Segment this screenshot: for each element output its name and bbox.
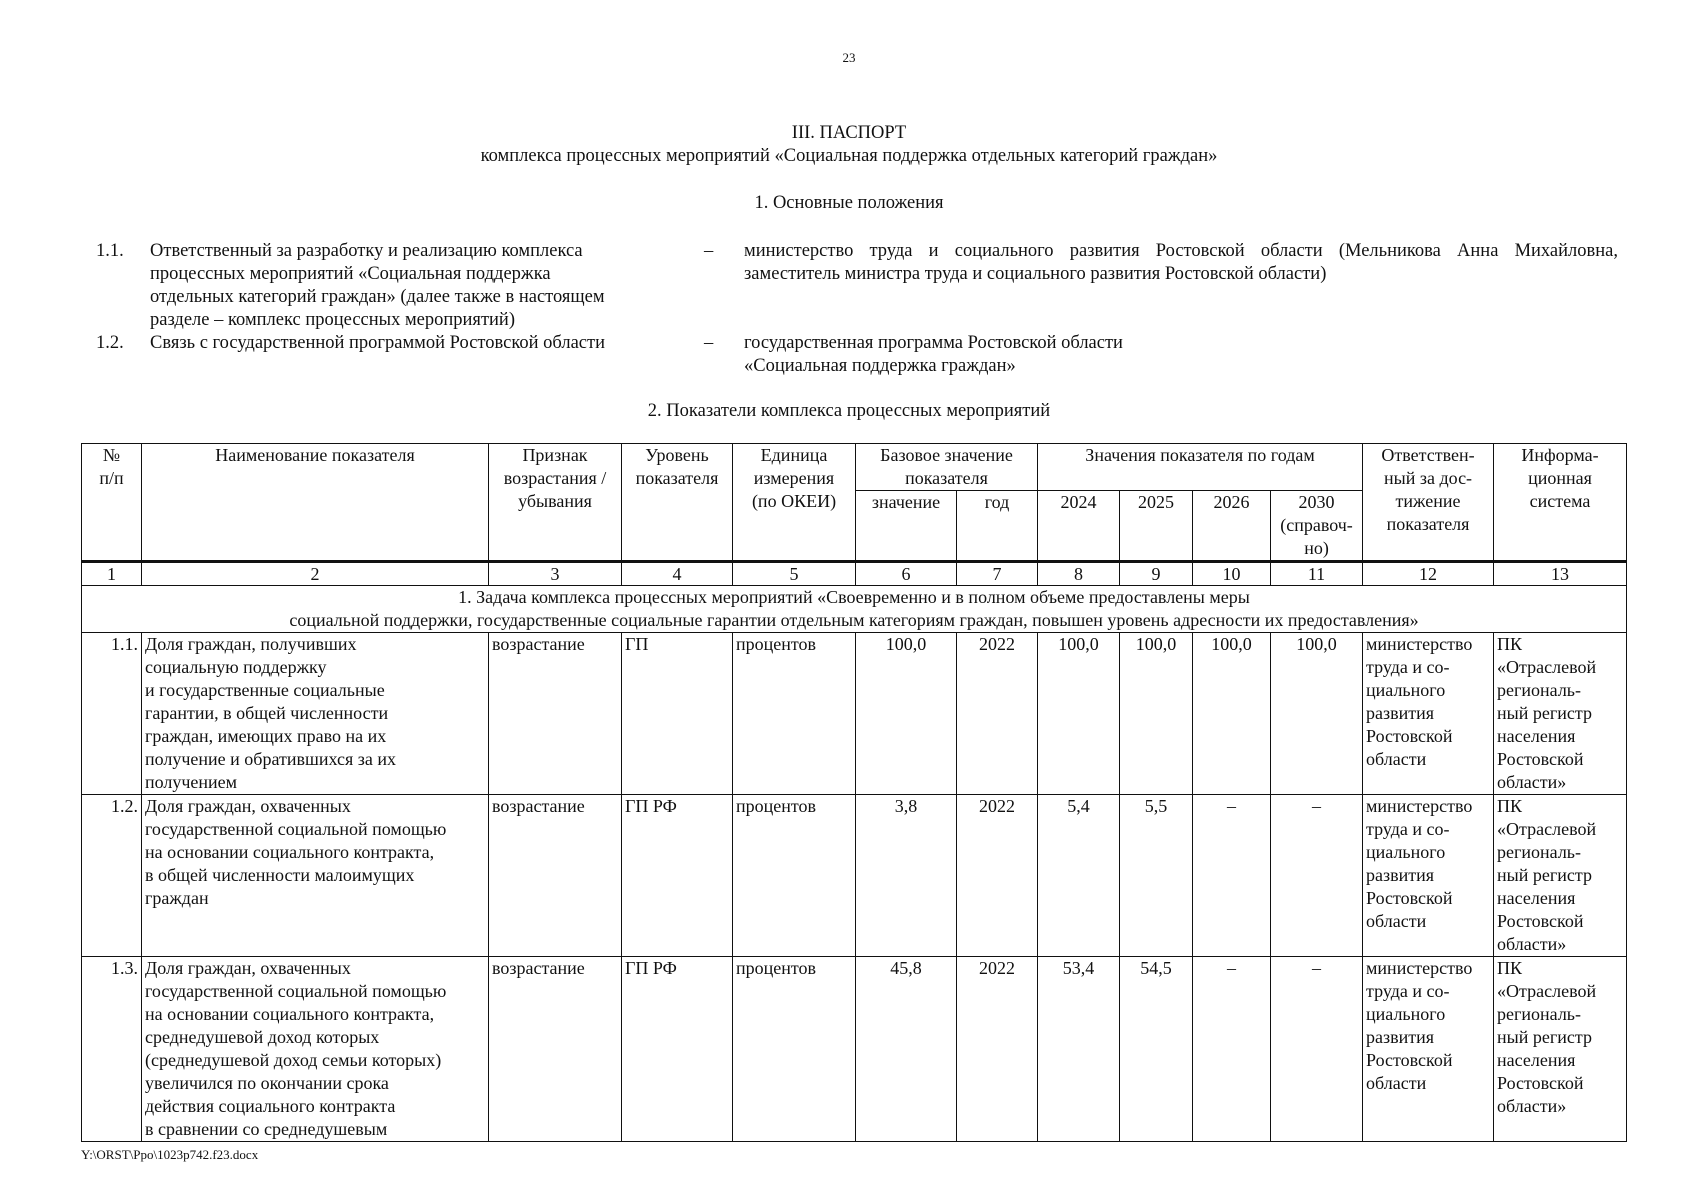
responsible-line: развития xyxy=(1366,865,1435,885)
header-years-group xyxy=(1038,444,1363,491)
header-row xyxy=(82,444,1627,491)
header-year-2026: 2026 xyxy=(1193,491,1271,562)
indicator-name-line: на основании социального контракта, xyxy=(145,842,435,862)
header-line: ционная xyxy=(1528,468,1592,488)
info-system-cell xyxy=(1494,957,1627,1142)
level-cell: ГП РФ xyxy=(622,795,733,957)
task-cell xyxy=(82,586,1627,633)
info-system-line: ПК xyxy=(1497,634,1523,654)
value-2024-cell: 5,4 xyxy=(1038,795,1120,957)
indicator-name-line: (среднедушевой доход семьи которых) xyxy=(145,1050,442,1070)
indicators-table xyxy=(81,443,1627,1142)
responsible-cell xyxy=(1363,957,1494,1142)
header-unit xyxy=(733,444,856,562)
base-value-cell: 3,8 xyxy=(856,795,957,957)
header-info-system xyxy=(1494,444,1627,562)
info-system-line: региональ- xyxy=(1497,680,1582,700)
header-responsible xyxy=(1363,444,1494,562)
info-system-line: ный регистр xyxy=(1497,865,1592,885)
header-level xyxy=(622,444,733,562)
responsible-line: циального xyxy=(1366,680,1446,700)
header-line: показателя xyxy=(1386,514,1470,534)
info-system-line: «Отраслевой xyxy=(1497,657,1597,677)
responsible-line: циального xyxy=(1366,842,1446,862)
header-line: ный за дос- xyxy=(1384,468,1473,488)
unit-cell: процентов xyxy=(733,957,856,1142)
info-system-line: ПК xyxy=(1497,958,1523,978)
header-line: показателя xyxy=(635,468,719,488)
column-number: 2 xyxy=(142,562,489,586)
indicator-name-line: Доля граждан, охваченных xyxy=(145,958,351,978)
task-line: 1. Задача комплекса процессных мероприятий «Своевременно и в полном объеме предоставлены меры xyxy=(458,587,1250,607)
value-2030-cell: – xyxy=(1271,795,1363,957)
indicator-name xyxy=(142,795,489,957)
base-year-cell: 2022 xyxy=(957,957,1038,1142)
provision-number: 1.2. xyxy=(96,333,124,353)
header-trend xyxy=(489,444,622,562)
indicator-name-line: в общей численности малоимущих xyxy=(145,865,415,885)
header-line: тижение xyxy=(1395,491,1461,511)
provision-value-line: министерство труда и социального развития Ростовской области (Мельникова Анна Михайловна, xyxy=(744,241,1618,261)
responsible-line: развития xyxy=(1366,703,1435,723)
header-line: убывания xyxy=(518,491,592,511)
responsible-line: Ростовской xyxy=(1366,726,1453,746)
provision-value-line: государственная программа Ростовской области xyxy=(744,333,1123,353)
value-2024-cell: 100,0 xyxy=(1038,633,1120,795)
header-year-2024: 2024 xyxy=(1038,491,1120,562)
page-number: 23 xyxy=(842,50,856,65)
title-subheading: комплекса процессных мероприятий «Социальная поддержка отдельных категорий граждан» xyxy=(480,146,1218,166)
header-line: Уровень xyxy=(645,445,709,465)
table-row xyxy=(82,957,1627,1142)
value-2026-cell: – xyxy=(1193,957,1271,1142)
header-line: но) xyxy=(1304,538,1329,558)
info-system-line: области» xyxy=(1497,1096,1567,1116)
header-base-year: год xyxy=(957,491,1038,562)
responsible-line: труда и со- xyxy=(1366,819,1450,839)
provision-label-line: Ответственный за разработку и реализацию комплекса xyxy=(150,241,583,261)
indicator-name-line: государственной социальной помощью xyxy=(145,981,447,1001)
header-year-2030 xyxy=(1271,491,1363,562)
trend-cell: возрастание xyxy=(489,633,622,795)
base-year-cell: 2022 xyxy=(957,633,1038,795)
indicator-name-line: среднедушевой доход которых xyxy=(145,1027,380,1047)
column-number: 9 xyxy=(1120,562,1193,586)
header-year-2025: 2025 xyxy=(1120,491,1193,562)
indicator-name-line: и государственные социальные xyxy=(145,680,385,700)
info-system-line: ный регистр xyxy=(1497,703,1592,723)
row-number: 1.3. xyxy=(82,957,142,1142)
responsible-cell xyxy=(1363,633,1494,795)
info-system-line: «Отраслевой xyxy=(1497,981,1597,1001)
responsible-line: Ростовской xyxy=(1366,888,1453,908)
info-system-line: региональ- xyxy=(1497,1004,1582,1024)
indicator-name-line: гарантии, в общей численности xyxy=(145,703,389,723)
provision-label-line: отдельных категорий граждан» (далее также в настоящем xyxy=(150,287,605,307)
column-number: 5 xyxy=(733,562,856,586)
row-number: 1.2. xyxy=(82,795,142,957)
level-cell: ГП РФ xyxy=(622,957,733,1142)
info-system-line: региональ- xyxy=(1497,842,1582,862)
provision-value-line: «Социальная поддержка граждан» xyxy=(744,356,1016,376)
responsible-line: министерство xyxy=(1366,634,1473,654)
info-system-cell xyxy=(1494,795,1627,957)
base-year-cell: 2022 xyxy=(957,795,1038,957)
column-number: 12 xyxy=(1363,562,1494,586)
header-line: Единица xyxy=(760,445,828,465)
indicator-name-line: в сравнении со среднедушевым xyxy=(145,1119,388,1139)
column-number: 7 xyxy=(957,562,1038,586)
task-line: социальной поддержки, государственные социальные гарантии отдельным категориям граждан, повышен уровень адресности их предоставления» xyxy=(289,610,1419,630)
info-system-line: населения xyxy=(1497,726,1576,746)
header-base-group xyxy=(856,444,1038,491)
info-system-line: Ростовской xyxy=(1497,1073,1584,1093)
level-cell: ГП xyxy=(622,633,733,795)
info-system-line: ный регистр xyxy=(1497,1027,1592,1047)
value-2026-cell: – xyxy=(1193,795,1271,957)
passport-title xyxy=(0,122,1698,168)
responsible-line: области xyxy=(1366,1073,1427,1093)
info-system-line: ПК xyxy=(1497,796,1523,816)
responsible-line: области xyxy=(1366,749,1427,769)
value-2024-cell: 53,4 xyxy=(1038,957,1120,1142)
indicator-name-line: получением xyxy=(145,772,238,792)
info-system-line: населения xyxy=(1497,1050,1576,1070)
column-number: 3 xyxy=(489,562,622,586)
info-system-line: области» xyxy=(1497,934,1567,954)
provision-label xyxy=(150,332,710,355)
indicator-name-line: получение и обратившихся за их xyxy=(145,749,396,769)
header-line: № xyxy=(102,445,121,465)
info-system-cell xyxy=(1494,633,1627,795)
provision-dash: – xyxy=(704,241,714,261)
responsible-line: развития xyxy=(1366,1027,1435,1047)
provision-value xyxy=(744,332,1618,378)
responsible-line: Ростовской xyxy=(1366,1050,1453,1070)
unit-cell: процентов xyxy=(733,795,856,957)
header-line: Информа- xyxy=(1521,445,1599,465)
responsible-line: труда и со- xyxy=(1366,657,1450,677)
title-heading: III. ПАСПОРТ xyxy=(791,123,907,143)
responsible-cell xyxy=(1363,795,1494,957)
column-number: 6 xyxy=(856,562,957,586)
column-number: 1 xyxy=(82,562,142,586)
column-number-row xyxy=(82,562,1627,586)
provision-label-line: разделе – комплекс процессных мероприятий) xyxy=(150,310,515,330)
column-number: 10 xyxy=(1193,562,1271,586)
provision-value xyxy=(744,240,1618,286)
header-base-value: значение xyxy=(856,491,957,562)
header-line: (справоч- xyxy=(1280,515,1353,535)
column-number: 8 xyxy=(1038,562,1120,586)
header-line: (по ОКЕИ) xyxy=(751,491,837,511)
header-line: возрастания / xyxy=(503,468,607,488)
base-value-cell: 45,8 xyxy=(856,957,957,1142)
row-number: 1.1. xyxy=(82,633,142,795)
responsible-line: циального xyxy=(1366,1004,1446,1024)
section1-heading: 1. Основные положения xyxy=(754,193,944,213)
base-value-cell: 100,0 xyxy=(856,633,957,795)
header-line: п/п xyxy=(99,468,124,488)
trend-cell: возрастание xyxy=(489,957,622,1142)
responsible-line: труда и со- xyxy=(1366,981,1450,1001)
trend-cell: возрастание xyxy=(489,795,622,957)
indicator-name-line: действия социального контракта xyxy=(145,1096,396,1116)
header-line: Базовое значение xyxy=(880,445,1013,465)
column-number: 11 xyxy=(1271,562,1363,586)
info-system-line: Ростовской xyxy=(1497,749,1584,769)
provision-label xyxy=(150,240,660,332)
info-system-line: области» xyxy=(1497,772,1567,792)
indicator-name-line: Доля граждан, охваченных xyxy=(145,796,351,816)
value-2025-cell: 5,5 xyxy=(1120,795,1193,957)
provision-label-line: Связь с государственной программой Ростовской области xyxy=(150,333,606,353)
indicator-name-line: граждан xyxy=(145,888,209,908)
section2-heading: 2. Показатели комплекса процессных мероприятий xyxy=(647,401,1051,421)
value-2025-cell: 54,5 xyxy=(1120,957,1193,1142)
info-system-line: «Отраслевой xyxy=(1497,819,1597,839)
value-2025-cell: 100,0 xyxy=(1120,633,1193,795)
indicator-name-line: граждан, имеющих право на их xyxy=(145,726,387,746)
indicator-name-line: социальную поддержку xyxy=(145,657,327,677)
info-system-line: населения xyxy=(1497,888,1576,908)
column-number: 4 xyxy=(622,562,733,586)
header-line: Признак xyxy=(522,445,588,465)
header-line: 2030 xyxy=(1298,492,1335,512)
header-line: Наименование показателя xyxy=(215,445,415,465)
header-num xyxy=(82,444,142,562)
indicator-name-line: Доля граждан, получивших xyxy=(145,634,357,654)
header-line: Ответствен- xyxy=(1381,445,1475,465)
responsible-line: министерство xyxy=(1366,796,1473,816)
indicator-name xyxy=(142,957,489,1142)
provision-value-line: заместитель министра труда и социального развития Ростовской области) xyxy=(744,264,1327,284)
indicator-name-line: увеличился по окончании срока xyxy=(145,1073,389,1093)
column-number: 13 xyxy=(1494,562,1627,586)
task-row xyxy=(82,586,1627,633)
provision-dash: – xyxy=(704,333,714,353)
header-line: показателя xyxy=(905,468,988,488)
footer-file-path: Y:\ORST\Ppo\1023p742.f23.docx xyxy=(81,1147,259,1162)
header-line: измерения xyxy=(753,468,835,488)
provision-number: 1.1. xyxy=(96,241,124,261)
header-line: система xyxy=(1529,491,1591,511)
indicator-name-line: государственной социальной помощью xyxy=(145,819,447,839)
table-row xyxy=(82,633,1627,795)
indicator-name-line: на основании социального контракта, xyxy=(145,1004,435,1024)
value-2026-cell: 100,0 xyxy=(1193,633,1271,795)
value-2030-cell: – xyxy=(1271,957,1363,1142)
responsible-line: министерство xyxy=(1366,958,1473,978)
value-2030-cell: 100,0 xyxy=(1271,633,1363,795)
header-line: Значения показателя по годам xyxy=(1085,445,1315,465)
indicator-name xyxy=(142,633,489,795)
table-row xyxy=(82,795,1627,957)
unit-cell: процентов xyxy=(733,633,856,795)
header-indicator-name xyxy=(142,444,489,562)
provision-label-line: процессных мероприятий «Социальная поддержка xyxy=(150,264,551,284)
responsible-line: области xyxy=(1366,911,1427,931)
info-system-line: Ростовской xyxy=(1497,911,1584,931)
